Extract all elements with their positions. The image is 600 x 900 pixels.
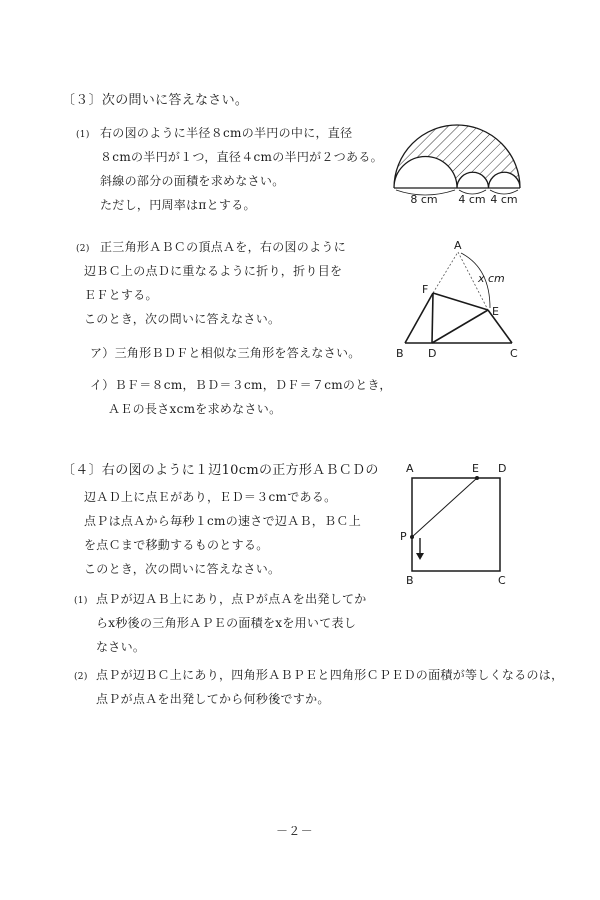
point-b-label: B: [396, 347, 404, 360]
point-a-label: A: [454, 239, 462, 252]
point-c-label: C: [510, 347, 518, 360]
page-number: －２－: [276, 824, 313, 838]
point-d-label: D: [428, 347, 437, 360]
section-4-intro-line-1: 〔４〕右の図のように１辺10cmの正方形ＡＢＣＤの: [62, 463, 379, 478]
label-4cm-right: 4 cm: [490, 193, 518, 206]
point-d-label: D: [498, 462, 507, 475]
question-3-2-line-4: このとき，次の問いに答えなさい。: [84, 312, 281, 326]
segment-pe: [412, 478, 477, 537]
question-4-2-number: (2): [74, 672, 88, 682]
point-p-label: P: [400, 530, 407, 543]
label-4cm-left: 4 cm: [458, 193, 486, 206]
question-4-1-line-2: らx秒後の三角形ＡＰＥの面積をxを用いて表し: [96, 616, 357, 630]
dotted-line-fa: [433, 252, 458, 293]
point-e-label: E: [472, 462, 479, 475]
shaded-region: [394, 125, 520, 188]
question-3-1-line-1: 右の図のように半径８cmの半円の中に，直径: [100, 126, 353, 140]
label-8cm: 8 cm: [410, 193, 438, 206]
point-c-label: C: [498, 574, 506, 587]
question-3-2-sub-a: ア）三角形ＢＤＦと相似な三角形を答えなさい。: [90, 346, 361, 360]
x-cm-label: x cm: [478, 272, 505, 285]
arrow-down-icon: [416, 553, 424, 560]
question-3-2-number: (2): [76, 244, 90, 254]
question-4-1-number: (1): [74, 596, 88, 606]
point-e-dot: [475, 476, 479, 480]
point-a-label: A: [406, 462, 414, 475]
line-fd: [432, 293, 433, 343]
question-3-1-line-4: ただし，円周率はπとする。: [100, 198, 256, 212]
fold-ef: [433, 293, 488, 310]
side-ba: [405, 293, 433, 343]
question-3-1-line-3: 斜線の部分の面積を求めなさい。: [100, 174, 285, 188]
question-4-1-line-3: なさい。: [96, 640, 146, 654]
question-3-2-line-2: 辺ＢＣ上の点Ｄに重なるように折り，折り目を: [84, 264, 343, 278]
section-4-intro-line-5: このとき，次の問いに答えなさい。: [84, 562, 281, 576]
section-4-intro-line-2: 辺ＡＤ上に点Ｅがあり，ＥＤ＝３cmである。: [84, 490, 337, 504]
question-4-1-line-1: 点Ｐが辺ＡＢ上にあり，点Ｐが点Ａを出発してか: [96, 592, 367, 606]
square-figure: [396, 456, 526, 586]
question-4-2-line-2: 点Ｐが点Ａを出発してから何秒後ですか。: [96, 692, 330, 706]
section-3-header: 〔３〕次の問いに答えなさい。: [62, 93, 249, 108]
question-3-1-line-2: ８cmの半円が１つ，直径４cmの半円が２つある。: [100, 150, 383, 164]
question-3-2-line-3: ＥＦとする。: [84, 288, 158, 302]
section-4-intro-line-3: 点Ｐは点Ａから毎秒１cmの速さで辺ＡＢ，ＢＣ上: [84, 514, 362, 528]
folded-triangle-figure: [380, 230, 540, 365]
question-3-2-sub-b-line-1: イ）ＢＦ＝８cm，ＢＤ＝３cm，ＤＦ＝７cmのとき，: [90, 378, 392, 392]
point-f-label: F: [422, 283, 429, 296]
point-p-dot: [410, 535, 414, 539]
line-de: [432, 310, 488, 343]
question-3-1-number: (1): [76, 130, 90, 140]
point-b-label: B: [406, 574, 414, 587]
question-4-2-line-1: 点Ｐが辺ＢＣ上にあり，四角形ＡＢＰＥと四角形ＣＰＥＤの面積が等しくなるのは，: [96, 668, 564, 682]
point-e-label: E: [492, 305, 499, 318]
question-3-2-sub-b-line-2: ＡＥの長さxcmを求めなさい。: [108, 402, 282, 416]
section-4-intro-line-4: を点Ｃまで移動するものとする。: [84, 538, 269, 552]
semicircle-figure: [380, 110, 550, 210]
question-3-2-line-1: 正三角形ＡＢＣの頂点Ａを，右の図のように: [100, 240, 347, 254]
